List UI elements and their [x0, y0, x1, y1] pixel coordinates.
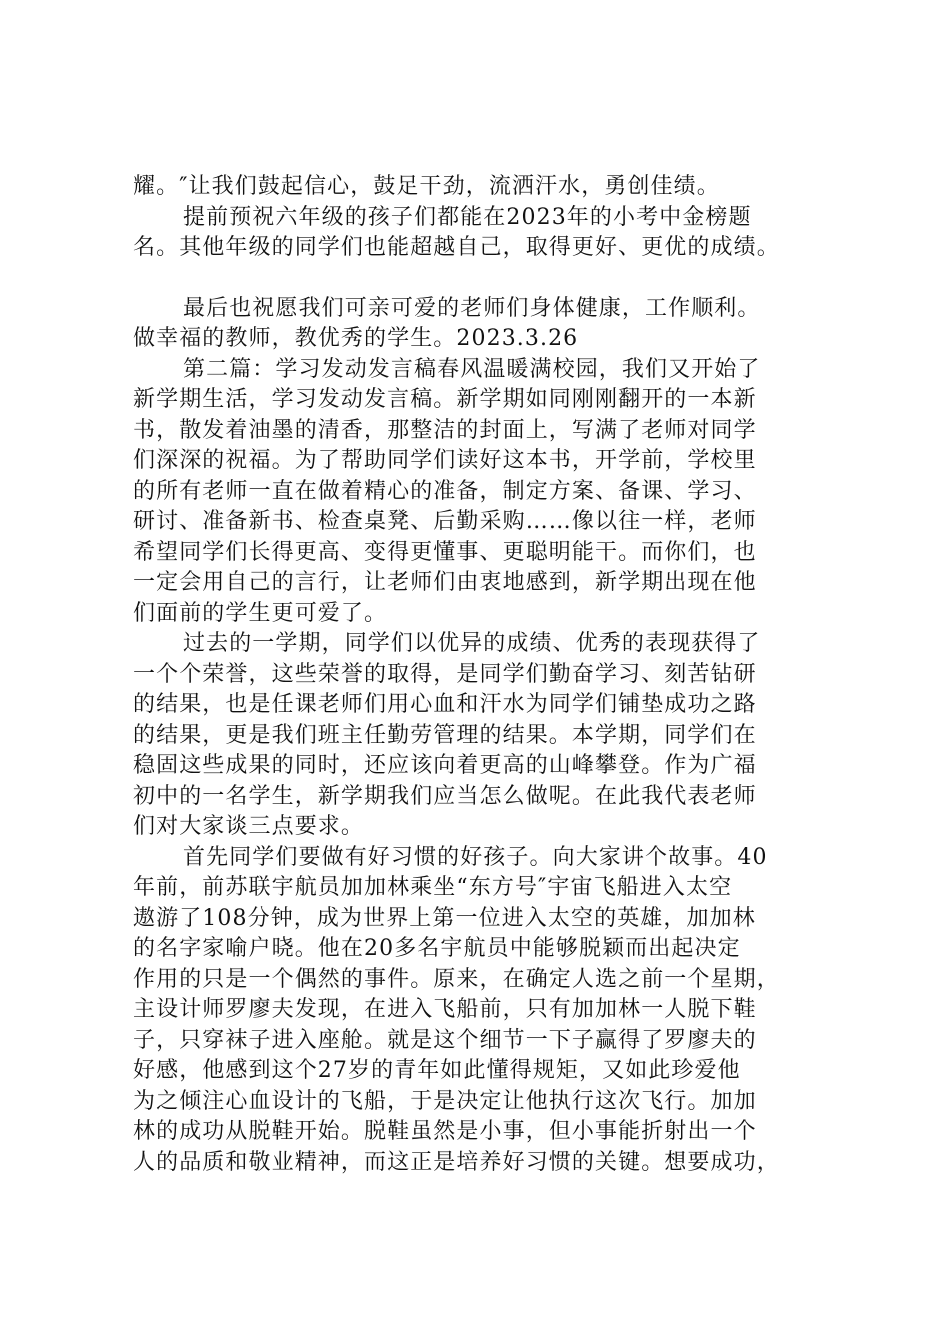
text-line: 主设计师罗廖夫发现，在进入飞船前，只有加加林一人脱下鞋: [133, 997, 757, 1022]
text-line: 一定会用自己的言行，让老师们由衷地感到，新学期出现在他: [133, 570, 757, 595]
text-line: 一个个荣誉，这些荣誉的取得，是同学们勤奋学习、刻苦钻研: [133, 661, 757, 687]
text-line: 新学期生活，学习发动发言稿。新学期如同刚刚翻开的一本新: [133, 387, 757, 412]
text-line: 希望同学们长得更高、变得更懂事、更聪明能干。而你们，也: [133, 539, 757, 565]
text-line: 耀。″让我们鼓起信心，鼓足干劲，流洒汗水，勇创佳绩。: [133, 174, 720, 199]
text-line: 子，只穿袜子进入座舱。就是这个细节一下子赢得了罗廖夫的: [133, 1027, 757, 1053]
text-line: 年前，前苏联宇航员加加林乘坐“东方号″宇宙飞船进入太空: [133, 875, 733, 900]
text-line: 的所有老师一直在做着精心的准备，制定方案、备课、学习、: [133, 478, 757, 504]
text-line: 的名字家喻户晓。他在20多名宇航员中能够脱颖而出起决定: [133, 936, 741, 961]
text-line: 做幸福的教师，教优秀的学生。2023.3.26: [133, 326, 579, 351]
section-heading-line: 第二篇：学习发动发言稿春风温暖满校园，我们又开始了: [183, 356, 761, 382]
text-line: 林的成功从脱鞋开始。脱鞋虽然是小事，但小事能折射出一个: [133, 1119, 757, 1144]
paragraph-start-line: 提前预祝六年级的孩子们都能在2023年的小考中金榜题: [183, 204, 752, 230]
text-line: 遨游了108分钟，成为世界上第一位进入太空的英雄，加加林: [133, 905, 756, 931]
text-line: 名。其他年级的同学们也能超越自己，取得更好、更优的成绩。: [133, 235, 780, 260]
text-line: 们深深的祝福。为了帮助同学们读好这本书，开学前，学校里: [133, 448, 757, 473]
text-line: 的结果，也是任课老师们用心血和汗水为同学们铺垫成功之路: [133, 692, 757, 717]
paragraph-start-line: 过去的一学期，同学们以优异的成绩、优秀的表现获得了: [183, 631, 761, 656]
text-line: 书，散发着油墨的清香，那整洁的封面上，写满了老师对同学: [133, 417, 757, 443]
text-line: 好感，他感到这个27岁的青年如此懂得规矩，又如此珍爱他: [133, 1058, 741, 1083]
paragraph-start-line: 首先同学们要做有好习惯的好孩子。向大家讲个故事。40: [183, 844, 768, 870]
text-line: 们面前的学生更可爱了。: [133, 600, 388, 626]
text-line: 稳固这些成果的同时，还应该向着更高的山峰攀登。作为广福: [133, 753, 757, 778]
text-line: 人的品质和敬业精神，而这正是培养好习惯的关键。想要成功，: [133, 1149, 780, 1175]
text-line: 为之倾注心血设计的飞船，于是决定让他执行这次飞行。加加: [133, 1088, 757, 1114]
paragraph-start-line: 最后也祝愿我们可亲可爱的老师们身体健康，工作顺利。: [183, 295, 761, 321]
text-line: 初中的一名学生，新学期我们应当怎么做呢。在此我代表老师: [133, 783, 757, 809]
text-line: 作用的只是一个偶然的事件。原来，在确定人选之前一个星期，: [133, 966, 780, 992]
text-line: 的结果，更是我们班主任勤劳管理的结果。本学期，同学们在: [133, 722, 757, 748]
text-line: 们对大家谈三点要求。: [133, 814, 365, 839]
paragraph-gap: [133, 264, 823, 294]
document-body: [133, 172, 823, 1178]
text-line: 研讨、准备新书、检查桌凳、后勤采购……像以往一样，老师: [133, 509, 757, 534]
